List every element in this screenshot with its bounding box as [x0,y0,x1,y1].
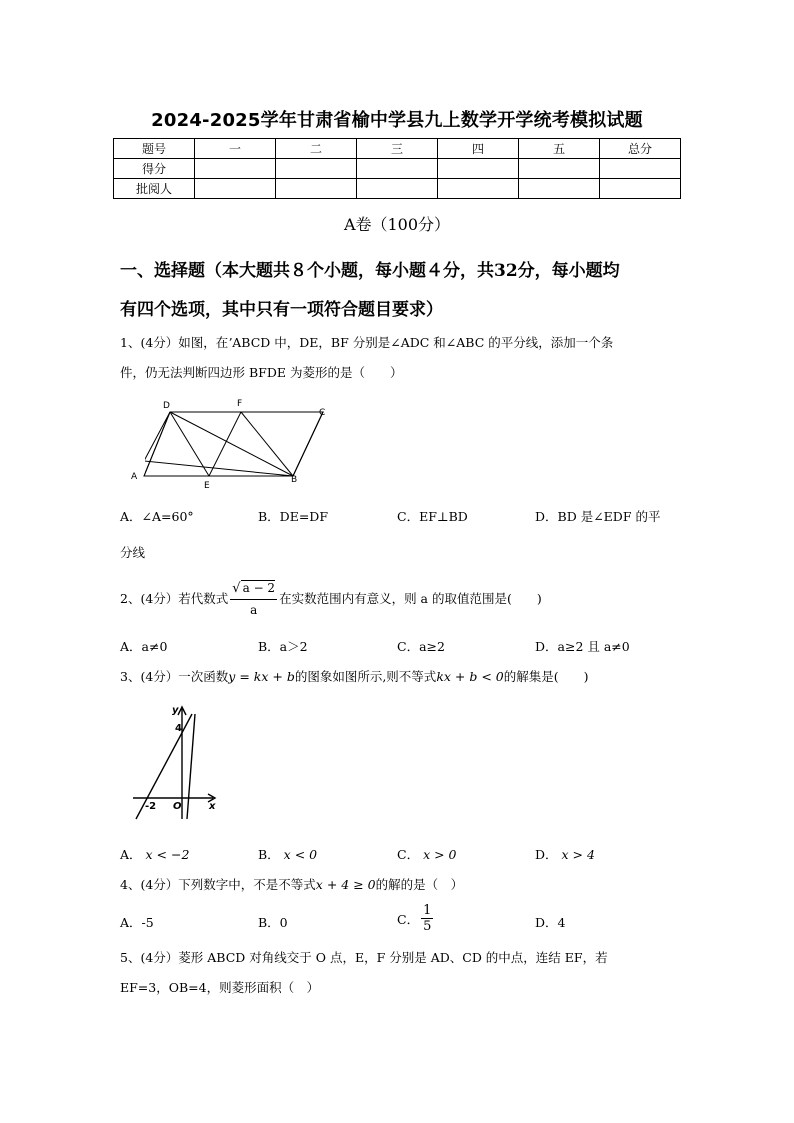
q2-suffix: 在实数范围内有意义，则 a 的取值范围是( ) [279,591,542,606]
score-header-cell: 一 [195,139,276,159]
q1-option-a[interactable]: A．∠A=60° [120,509,194,524]
q4-option-a[interactable]: A．-5 [120,915,154,930]
q4-suffix: 的解的是（ ） [375,877,464,892]
score-header-cell: 三 [357,139,438,159]
q1-option-b[interactable]: B．DE=DF [258,509,329,524]
q3-suffix: 的解集是( ) [503,669,589,684]
q3-prefix: 3、(4分）一次函数 [120,669,229,684]
q1-label-e: E [204,481,210,490]
section1-heading-line2: 有四个选项，其中只有一项符合题目要求） [120,300,443,320]
q2-option-a[interactable]: A．a≠0 [120,639,168,654]
q4-text [120,875,680,895]
q1-label-b: B [291,475,298,485]
q3-option-a-expr: x < −2 [145,847,190,862]
q4-option-c[interactable] [397,903,435,934]
q3-option-b-expr: x < 0 [283,847,318,862]
score-cell[interactable] [438,159,519,179]
score-cell[interactable] [357,179,438,199]
q1-text-line2: 件，仍无法判断四边形 BFDE 为菱形的是（ ） [120,365,403,380]
q1-option-d[interactable]: D．BD 是∠EDF 的平 [535,509,661,524]
q4-fraction-numerator: 1 [423,903,432,918]
score-table-row [114,159,681,179]
score-cell[interactable] [276,179,357,199]
q3-inequality-expression: kx + b < 0 [436,669,504,684]
q2-text [120,578,680,620]
q2-prefix: 2、(4分）若代数式 [120,591,229,606]
score-table-header-row [114,139,681,159]
q2-option-d[interactable]: D．a≥2 且 a≠0 [535,639,630,654]
q3-function-expression: y = kx + b [228,669,295,684]
score-cell[interactable] [519,179,600,199]
q1-parallelogram-figure [125,395,335,490]
q5-text-line2: EF=3，OB=4，则菱形面积（ ） [120,980,320,995]
q4-prefix: 4、(4分）下列数字中，不是不等式 [120,877,316,892]
q1-text-line1: 1、(4分）如图，在ʼABCD 中，DE，BF 分别是∠ADC 和∠ABC 的平分线，添加一个条 [120,335,614,350]
q3-option-b[interactable] [258,845,317,863]
score-table [113,138,681,199]
q3-axis-label-y: y [172,705,179,716]
q3-label-origin: O [173,801,182,812]
score-cell[interactable] [519,159,600,179]
q2-fraction: $\frac{√ a - 2}{a}$ [230,578,277,620]
q1-label-a: A [131,472,138,482]
q5-text-line1: 5、(4分）菱形 ABCD 对角线交于 O 点，E，F 分别是 AD、CD 的中点，连结 EF，若 [120,950,608,965]
q3-option-c-expr: x > 0 [423,847,457,862]
score-row-label: 批阅人 [114,179,195,199]
q3-option-a-letter: A． [120,847,142,862]
q3-axis-label-x: x [209,801,216,812]
score-cell[interactable] [276,159,357,179]
q3-option-c[interactable] [397,845,457,863]
q3-label-neg2: -2 [145,801,157,812]
score-cell[interactable] [195,159,276,179]
q3-line-graph-figure [125,697,225,827]
q3-option-c-letter: C． [397,847,420,862]
paper-a-heading: A卷（100分） [343,215,451,234]
q4-fraction-denominator: 5 [423,919,432,934]
score-table-row [114,179,681,199]
q3-label-4: 4 [175,723,182,734]
q4-option-c-fraction [421,903,433,934]
q2-option-b[interactable]: B．a＞2 [258,639,308,654]
score-header-cell: 总分 [600,139,681,159]
q1-label-f: F [237,399,243,409]
q1-label-c: C [319,408,326,418]
q1-option-c[interactable]: C．EF⊥BD [397,509,468,524]
q1-label-d: D [163,401,170,411]
score-header-cell: 二 [276,139,357,159]
score-row-label: 得分 [114,159,195,179]
score-header-cell: 五 [519,139,600,159]
q3-option-d[interactable] [535,845,595,863]
q3-option-b-letter: B． [258,847,280,862]
q4-option-d[interactable]: D．4 [535,915,566,930]
q3-option-d-expr: x > 4 [561,847,595,862]
score-header-cell: 题号 [114,139,195,159]
q4-inequality-expression: x + 4 ≥ 0 [315,877,376,892]
exam-title: 2024-2025学年甘肃省榆中学县九上数学开学统考模拟试题 [151,110,643,131]
q3-text [120,667,680,687]
q3-option-a[interactable] [120,845,189,863]
q4-option-c-letter: C． [397,911,420,927]
q2-radicand: a − 2 [242,581,276,595]
score-cell[interactable] [357,159,438,179]
q4-option-b[interactable]: B．0 [258,915,288,930]
score-cell[interactable] [600,159,681,179]
q1-option-d-continued: 分线 [120,545,146,560]
score-cell[interactable] [600,179,681,199]
score-cell[interactable] [438,179,519,199]
section1-heading-line1: 一、选择题（本大题共８个小题，每小题４分，共32分，每小题均 [120,261,620,281]
q2-option-c[interactable]: C．a≥2 [397,639,445,654]
q3-middle: 的图象如图所示,则不等式 [294,669,437,684]
score-header-cell: 四 [438,139,519,159]
q3-option-d-letter: D． [535,847,558,862]
q2-denominator: a [250,603,258,617]
score-cell[interactable] [195,179,276,199]
